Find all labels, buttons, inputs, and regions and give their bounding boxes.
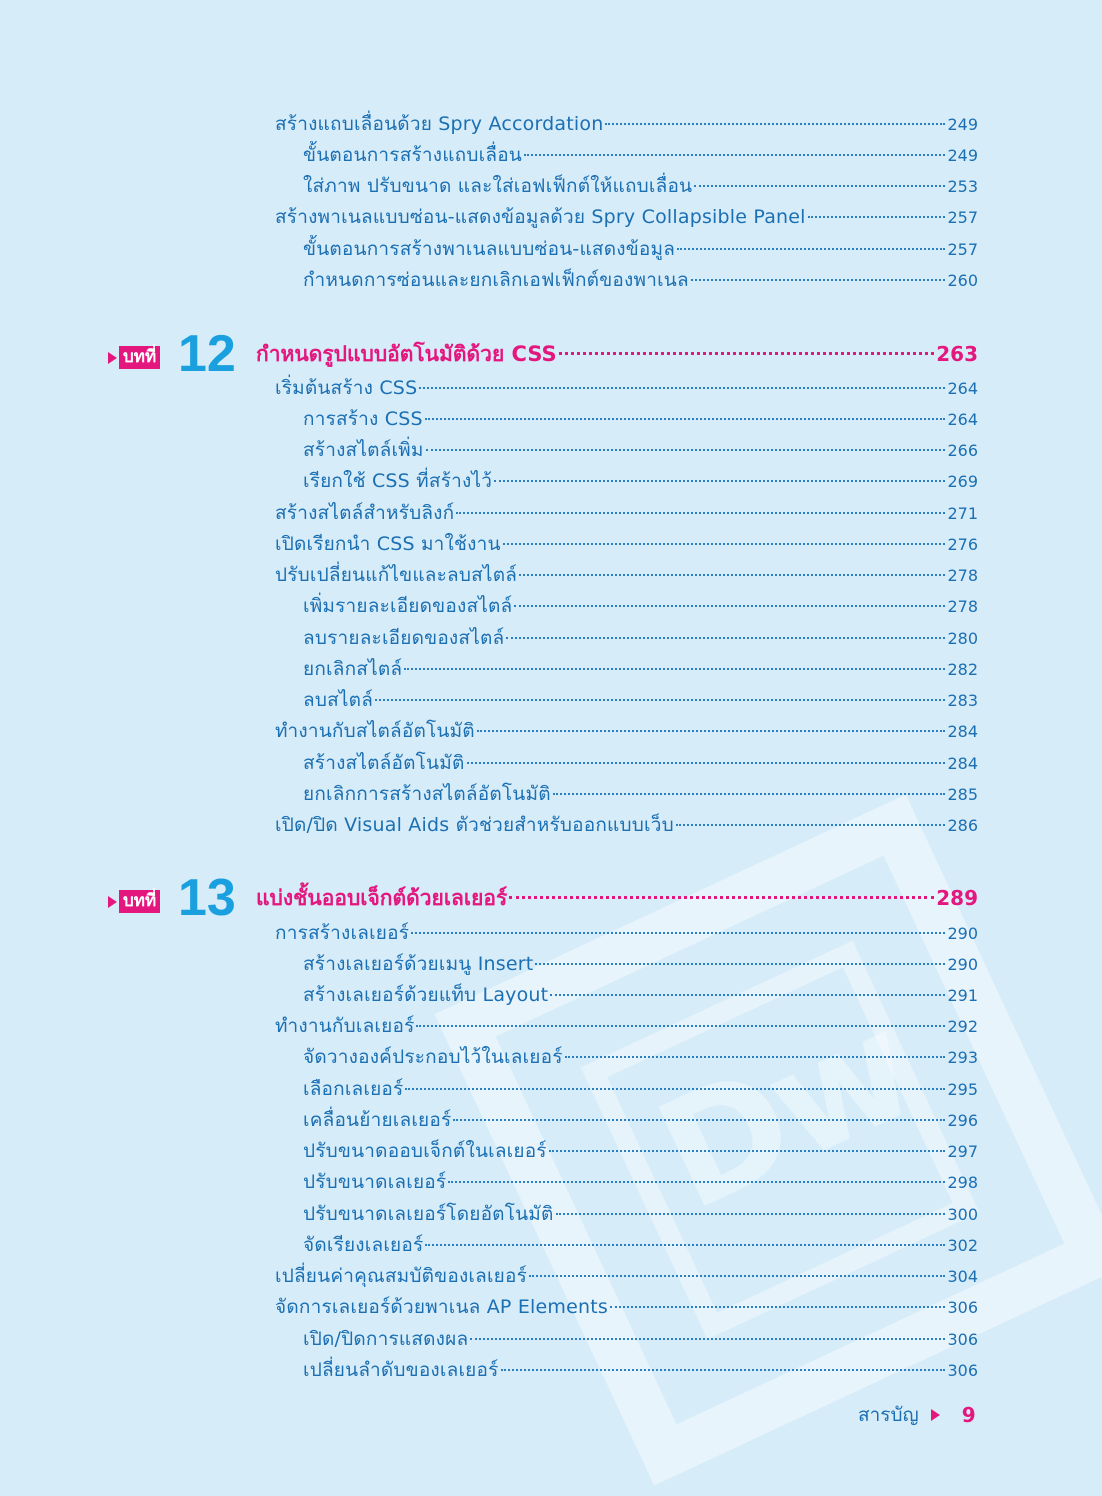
toc-entry-title: สร้างแถบเลื่อนด้วย Spry Accordation bbox=[275, 113, 604, 135]
toc-entry-page: 253 bbox=[947, 177, 978, 196]
toc-entry-page: 306 bbox=[947, 1298, 978, 1317]
toc-entry-page: 302 bbox=[947, 1236, 978, 1255]
toc-entry-title: ลบสไตล์ bbox=[303, 689, 374, 711]
toc-entry-title: ทำงานกับเลเยอร์ bbox=[275, 1015, 415, 1037]
toc-entry-page: 297 bbox=[947, 1142, 978, 1161]
chapter-number: 13 bbox=[178, 869, 236, 927]
toc-entry[interactable] bbox=[303, 438, 978, 462]
toc-entry-title: สร้างสไตล์อัตโนมัติ bbox=[303, 752, 465, 774]
toc-entry-title: เปิดเรียกนำ CSS มาใช้งาน bbox=[275, 533, 501, 555]
toc-entry[interactable] bbox=[303, 657, 978, 681]
toc-entry-title: เปลี่ยนลำดับของเลเยอร์ bbox=[303, 1359, 499, 1381]
toc-entry[interactable] bbox=[303, 594, 978, 618]
toc-entry[interactable] bbox=[303, 143, 978, 167]
toc-entry-title: จัดการเลเยอร์ด้วยพาเนล AP Elements bbox=[275, 1296, 608, 1318]
play-triangle-icon bbox=[108, 352, 117, 364]
watermark-letters: Dw bbox=[633, 980, 935, 1245]
chapter-title: แบ่งชั้นออบเจ็กต์ด้วยเลเยอร์ bbox=[256, 886, 508, 910]
chapter-marker bbox=[108, 346, 160, 369]
toc-entry-page: 285 bbox=[947, 785, 978, 804]
toc-entry[interactable] bbox=[303, 469, 978, 493]
toc-entry[interactable] bbox=[275, 563, 978, 587]
toc-entry-page: 257 bbox=[947, 208, 978, 227]
toc-entry[interactable] bbox=[303, 1108, 978, 1132]
toc-entry-page: 280 bbox=[947, 629, 978, 648]
toc-entry-page: 264 bbox=[947, 379, 978, 398]
toc-entry-page: 278 bbox=[947, 566, 978, 585]
toc-entry-title: จัดวางองค์ประกอบไว้ในเลเยอร์ bbox=[303, 1046, 563, 1068]
toc-entry[interactable] bbox=[275, 1264, 978, 1288]
toc-entry-title: เพิ่มรายละเอียดของสไตล์ bbox=[303, 595, 513, 617]
chapter-label: บทที่ bbox=[119, 890, 160, 913]
toc-entry[interactable] bbox=[303, 1233, 978, 1257]
toc-entry-title: เลือกเลเยอร์ bbox=[303, 1078, 404, 1100]
toc-entry-title: เริ่มต้นสร้าง CSS bbox=[275, 377, 418, 399]
toc-entry-page: 300 bbox=[947, 1205, 978, 1224]
toc-entry[interactable] bbox=[303, 237, 978, 261]
toc-entry[interactable] bbox=[275, 501, 978, 525]
toc-entry-page: 284 bbox=[947, 754, 978, 773]
toc-entry-page: 306 bbox=[947, 1361, 978, 1380]
toc-entry-title: สร้างสไตล์เพิ่ม bbox=[303, 439, 424, 461]
toc-entry-page: 290 bbox=[947, 924, 978, 943]
toc-entry-page: 282 bbox=[947, 660, 978, 679]
toc-entry-page: 291 bbox=[947, 986, 978, 1005]
toc-entry-title: ขั้นตอนการสร้างพาเนลแบบซ่อน-แสดงข้อมูล bbox=[303, 238, 676, 260]
toc-entry-page: 276 bbox=[947, 535, 978, 554]
toc-entry-page: 293 bbox=[947, 1048, 978, 1067]
toc-entry-title: จัดเรียงเลเยอร์ bbox=[303, 1234, 424, 1256]
toc-entry-page: 292 bbox=[947, 1017, 978, 1036]
toc-entry-title: ยกเลิกการสร้างสไตล์อัตโนมัติ bbox=[303, 783, 551, 805]
toc-entry-title: ปรับขนาดออบเจ็กต์ในเลเยอร์ bbox=[303, 1140, 547, 1162]
toc-entry-page: 304 bbox=[947, 1267, 978, 1286]
toc-entry[interactable] bbox=[303, 751, 978, 775]
toc-entry[interactable] bbox=[303, 407, 978, 431]
toc-entry-page: 284 bbox=[947, 722, 978, 741]
toc-entry-page: 264 bbox=[947, 410, 978, 429]
toc-entry-title: การสร้างเลเยอร์ bbox=[275, 922, 410, 944]
toc-entry[interactable] bbox=[275, 921, 978, 945]
toc-entry-title: เปิด/ปิดการแสดงผล bbox=[303, 1328, 469, 1350]
toc-entry-title: ขั้นตอนการสร้างแถบเลื่อน bbox=[303, 144, 522, 166]
toc-entry-title: สร้างพาเนลแบบซ่อน-แสดงข้อมูลด้วย Spry Collapsible Panel bbox=[275, 206, 806, 228]
footer-section-title: สารบัญ bbox=[858, 1404, 919, 1426]
toc-entry[interactable] bbox=[303, 782, 978, 806]
toc-entry-title: สร้างเลเยอร์ด้วยแท็บ Layout bbox=[303, 984, 549, 1006]
toc-entry-page: 266 bbox=[947, 441, 978, 460]
toc-entry[interactable] bbox=[275, 719, 978, 743]
toc-entry-title: เรียกใช้ CSS ที่สร้างไว้ bbox=[303, 470, 493, 492]
toc-entry[interactable] bbox=[303, 983, 978, 1007]
toc-entry[interactable] bbox=[303, 174, 978, 198]
toc-entry[interactable] bbox=[303, 1077, 978, 1101]
chapter-page: 289 bbox=[936, 886, 978, 910]
toc-entry-page: 296 bbox=[947, 1111, 978, 1130]
chapter-page: 263 bbox=[936, 342, 978, 366]
toc-entry-page: 257 bbox=[947, 240, 978, 259]
chapter-label: บทที่ bbox=[119, 346, 160, 369]
toc-entry[interactable] bbox=[275, 1014, 978, 1038]
toc-entry-title: ลบรายละเอียดของสไตล์ bbox=[303, 627, 505, 649]
toc-entry-page: 283 bbox=[947, 691, 978, 710]
toc-entry[interactable] bbox=[303, 268, 978, 292]
page-footer bbox=[858, 1400, 976, 1430]
toc-entry-page: 260 bbox=[947, 271, 978, 290]
toc-entry-title: ปรับเปลี่ยนแก้ไขและลบสไตล์ bbox=[275, 564, 518, 586]
toc-entry-title: เปลี่ยนค่าคุณสมบัติของเลเยอร์ bbox=[275, 1265, 528, 1287]
toc-entry-title: ปรับขนาดเลเยอร์ bbox=[303, 1171, 447, 1193]
toc-entry-page: 249 bbox=[947, 146, 978, 165]
toc-entry-title: เปิด/ปิด Visual Aids ตัวช่วยสำหรับออกแบบเว็บ bbox=[275, 814, 674, 836]
toc-entry[interactable] bbox=[275, 112, 978, 136]
toc-entry[interactable] bbox=[275, 205, 978, 229]
toc-entry-title: ทำงานกับสไตล์อัตโนมัติ bbox=[275, 720, 475, 742]
toc-entry[interactable] bbox=[303, 1170, 978, 1194]
toc-entry-page: 249 bbox=[947, 115, 978, 134]
toc-entry-page: 278 bbox=[947, 597, 978, 616]
toc-entry[interactable] bbox=[275, 813, 978, 837]
toc-entry[interactable] bbox=[303, 1202, 978, 1226]
toc-entry[interactable] bbox=[303, 688, 978, 712]
toc-entry[interactable] bbox=[303, 952, 978, 976]
toc-entry-page: 290 bbox=[947, 955, 978, 974]
toc-entry[interactable] bbox=[303, 1045, 978, 1069]
toc-entry[interactable] bbox=[303, 1358, 978, 1382]
toc-entry-page: 286 bbox=[947, 816, 978, 835]
play-triangle-icon bbox=[108, 896, 117, 908]
toc-entry[interactable] bbox=[275, 532, 978, 556]
toc-entry-title: สร้างเลเยอร์ด้วยเมนู Insert bbox=[303, 953, 534, 975]
chapter-marker bbox=[108, 890, 160, 913]
toc-entry-page: 306 bbox=[947, 1330, 978, 1349]
page-number: 9 bbox=[961, 1403, 976, 1427]
toc-entry-title: ยกเลิกสไตล์ bbox=[303, 658, 403, 680]
chapter-number: 12 bbox=[178, 325, 236, 383]
toc-entry-title: ปรับขนาดเลเยอร์โดยอัตโนมัติ bbox=[303, 1203, 554, 1225]
toc-entry-page: 295 bbox=[947, 1080, 978, 1099]
toc-entry-page: 269 bbox=[947, 472, 978, 491]
toc-entry-title: การสร้าง CSS bbox=[303, 408, 423, 430]
toc-entry-title: ใส่ภาพ ปรับขนาด และใส่เอฟเฟ็กต์ให้แถบเลื่อน bbox=[303, 175, 693, 197]
toc-entry[interactable] bbox=[303, 626, 978, 650]
toc-entry-page: 298 bbox=[947, 1173, 978, 1192]
chapter-title: กำหนดรูปแบบอัตโนมัติด้วย CSS bbox=[256, 342, 557, 366]
toc-entry-title: สร้างสไตล์สำหรับลิงก์ bbox=[275, 502, 455, 524]
arrow-right-icon bbox=[931, 1409, 940, 1421]
toc-entry-page: 271 bbox=[947, 504, 978, 523]
toc-entry-title: กำหนดการซ่อนและยกเลิกเอฟเฟ็กต์ของพาเนล bbox=[303, 269, 689, 291]
toc-entry[interactable] bbox=[275, 376, 978, 400]
toc-entry[interactable] bbox=[303, 1327, 978, 1351]
toc-entry-title: เคลื่อนย้ายเลเยอร์ bbox=[303, 1109, 452, 1131]
toc-entry[interactable] bbox=[275, 1295, 978, 1319]
toc-entry[interactable] bbox=[303, 1139, 978, 1163]
